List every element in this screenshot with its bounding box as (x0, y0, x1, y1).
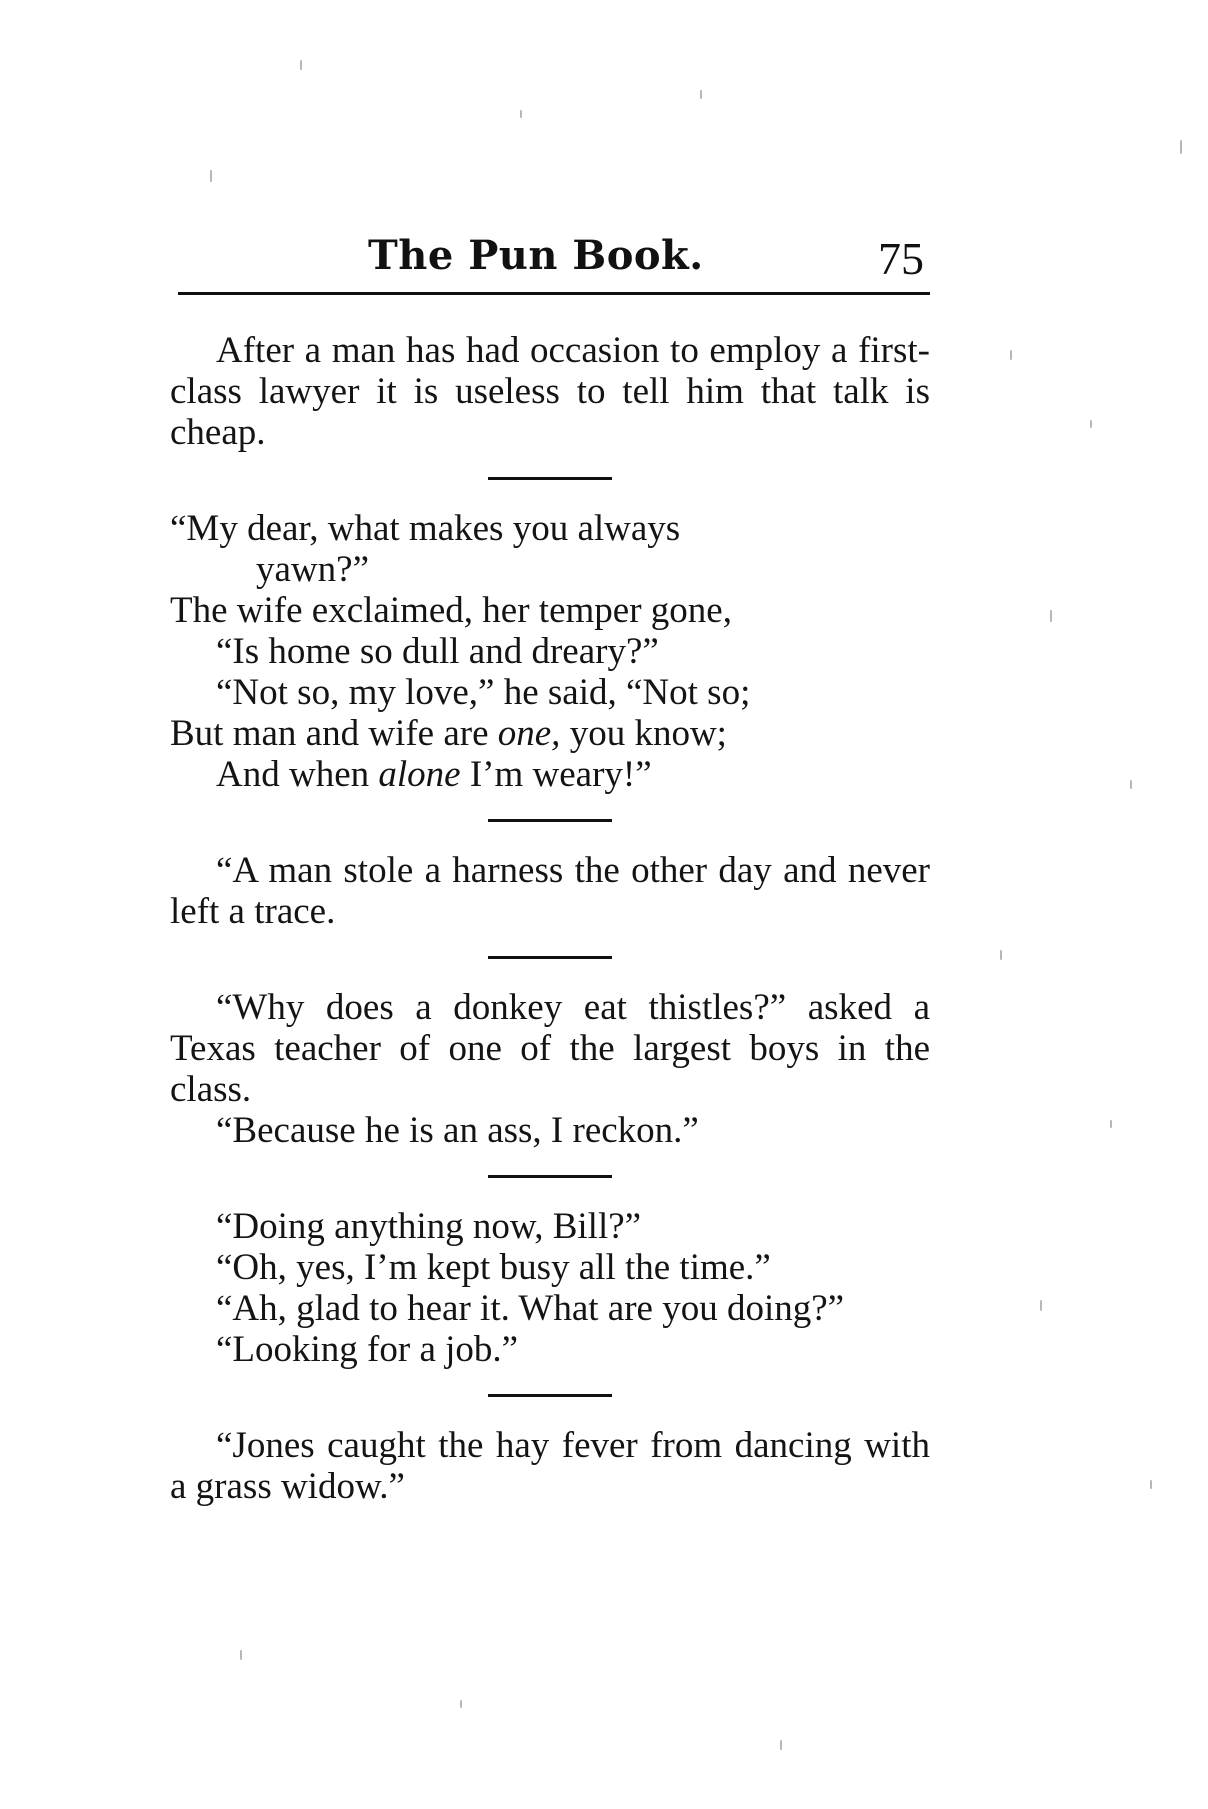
verse-line (170, 754, 930, 795)
verse-fragment: But man and wife are (170, 713, 498, 754)
dialogue-line: “Oh, yes, I’m kept busy all the time.” (216, 1247, 771, 1288)
header-rule (178, 292, 930, 295)
joke-harness: “A man stole a harness the other day and never left a trace. (170, 850, 930, 932)
page-body (170, 330, 930, 1507)
separator-rule (488, 477, 612, 480)
dialogue-line: “Doing anything now, Bill?” (216, 1206, 642, 1247)
verse-line: yawn?” (256, 549, 369, 590)
verse-fragment: you know; (560, 713, 727, 754)
verse-line: “Not so, my love,” he said, “Not so; (216, 672, 751, 713)
joke-verse (170, 508, 930, 795)
dialogue-line: “Because he is an ass, I reckon.” (216, 1110, 699, 1151)
joke-hay-fever: “Jones caught the hay fever from dancing with a grass widow.” (170, 1425, 930, 1507)
dialogue-line: “Ah, glad to hear it. What are you doing?” (216, 1288, 845, 1329)
verse-emphasis: one, (497, 713, 561, 754)
dialogue-line: “Why does a donkey eat thistles?” asked a Texas teacher of one of the largest boys in the class. (170, 987, 930, 1110)
separator-rule (488, 1394, 612, 1397)
joke-job (170, 1206, 930, 1370)
verse-fragment: I’m weary!” (460, 754, 652, 795)
verse-line (170, 713, 930, 754)
running-title: The Pun Book. (368, 232, 704, 279)
dialogue-line: “Looking for a job.” (216, 1329, 519, 1370)
joke-donkey (170, 987, 930, 1151)
separator-rule (488, 956, 612, 959)
verse-emphasis: alone (378, 754, 461, 795)
verse-fragment: And when (216, 754, 379, 795)
separator-rule (488, 819, 612, 822)
verse-line: The wife exclaimed, her temper gone, (170, 590, 732, 631)
separator-rule (488, 1175, 612, 1178)
verse-line: “Is home so dull and dreary?” (216, 631, 659, 672)
page-number: 75 (878, 233, 924, 284)
page-header (178, 228, 930, 288)
joke-lawyer: After a man has had occasion to employ a first-class lawyer it is useless to tell him that talk is cheap. (170, 330, 930, 453)
verse-line: “My dear, what makes you always (170, 508, 681, 549)
